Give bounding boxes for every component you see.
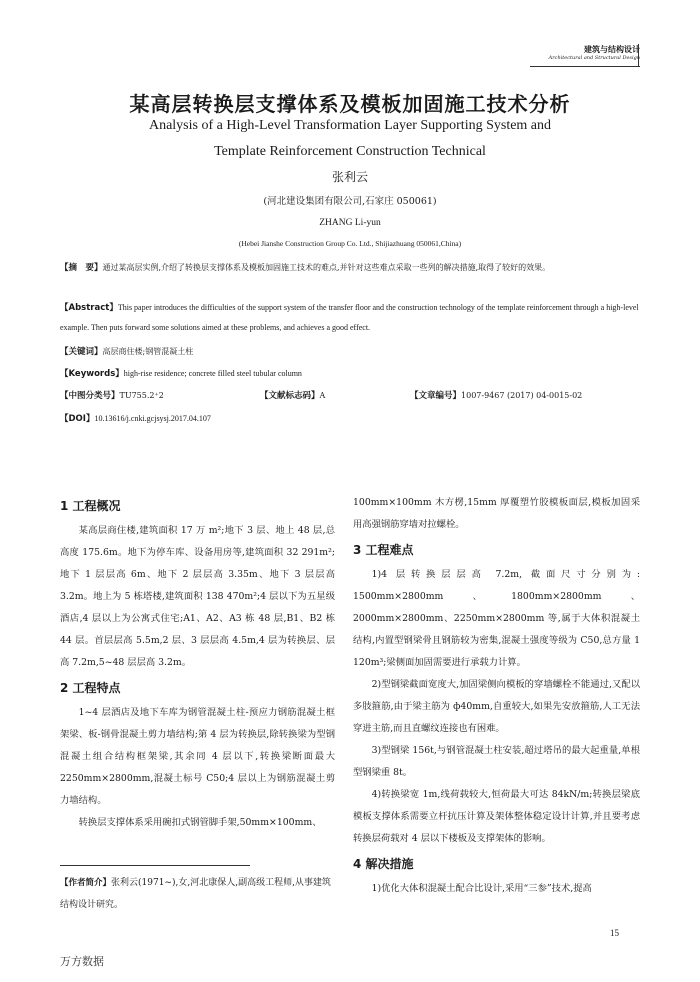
journal-header xyxy=(549,44,640,61)
section-2-heading: 2 工程特点 xyxy=(60,681,121,695)
abstract-cn-text: 通过某高层实例,介绍了转换层支撑体系及模板加固施工技术的难点,并针对这些难点采取一些列的解决措施,取得了较好的效果。 xyxy=(102,263,551,272)
keywords-cn-text: 高层商住楼;钢管混凝土柱 xyxy=(102,347,194,356)
footnote-rule xyxy=(60,865,250,866)
author-cn: 张利云 xyxy=(331,170,368,184)
page-number: 15 xyxy=(610,928,619,938)
section-3-item-3: 3)型钢梁 156t,与钢管混凝土柱安装,超过塔吊的最大起重量,单根型钢梁重 8t。 xyxy=(353,745,640,778)
author-en: ZHANG Li-yun xyxy=(319,218,381,228)
header-tick xyxy=(638,44,639,67)
author-note xyxy=(60,872,335,916)
keywords-cn xyxy=(60,346,640,358)
keywords-en-text: high-rise residence; concrete filled steel tubular column xyxy=(123,369,302,378)
abstract-en-text: This paper introduces the difficulties of the support system of the transfer floor and the construction technology of the template reinforcement through a high-level example. Then puts forward some solutions aimed at these problems, and achieves a good effect. xyxy=(60,303,639,332)
clc-code xyxy=(60,390,164,402)
journal-name-cn: 建筑与结构设计 xyxy=(584,45,640,54)
doi-line xyxy=(60,413,640,425)
keywords-en-label: 【Keywords】 xyxy=(60,369,124,379)
doc-code xyxy=(260,390,325,402)
section-3-item-1: 1)4 层转换层层高 7.2m, 截面尺寸分别为: 1500mm×2800mm、1800mm×2800mm、2000mm×2800mm、2250mm×2800mm 等,属于大体积混凝土结构,内置型钢梁骨且钢筋较为密集,混凝土强度等级为 C50,总方量 1 120m³;梁侧面加固需要进行承载力计算。 xyxy=(353,569,640,668)
section-2-paragraph-2: 转换层支撑体系采用碗扣式钢管脚手架,50mm×100mm、 xyxy=(78,817,322,828)
doi-label: 【DOI】 xyxy=(60,414,95,424)
section-2-paragraph-1: 1~4 层酒店及地下车库为钢管混凝土柱-预应力钢筋混凝土框架梁、板-钢骨混凝土剪力墙结构;第 4 层为转换层,除转换梁为型钢混凝土组合结构框架梁,其余同 4 层以下,转换梁断面最大 2250mm×2800mm,混凝土标号 C50;4 层以上为钢筋混凝土剪力墙结构。 xyxy=(60,707,335,806)
doc-value: A xyxy=(319,391,326,400)
abstract-en-label: 【Abstract】 xyxy=(60,303,118,313)
doc-label: 【文献标志码】 xyxy=(260,391,320,401)
article-number-label: 【文章编号】 xyxy=(410,391,462,401)
right-column xyxy=(353,492,640,900)
section-1-heading: 1 工程概况 xyxy=(60,499,121,513)
article-number xyxy=(410,390,582,402)
section-3-item-2: 2)型钢梁截面宽度大,加固梁侧向模板的穿墙螺栓不能通过,又配以多肢箍筋,由于梁主筋为 ф40mm,自重较大,如果先安放箍筋,人工无法穿进主筋,而且直螺纹连接也有困难。 xyxy=(353,679,640,734)
abstract-en xyxy=(60,298,640,337)
left-column xyxy=(60,492,335,834)
abstract-cn xyxy=(60,258,640,278)
section-4-item-1: 1)优化大体积混凝土配合比设计,采用“三参”技术,提高 xyxy=(371,883,592,894)
header-rule xyxy=(530,66,640,67)
keywords-cn-label: 【关键词】 xyxy=(60,347,103,357)
clc-value: TU755.2⁺2 xyxy=(119,391,164,400)
source-watermark: 万方数据 xyxy=(60,955,104,968)
affiliation-cn: (河北建设集团有限公司,石家庄 050061) xyxy=(263,196,437,207)
section-3-heading: 3 工程难点 xyxy=(353,543,414,557)
article-number-value: 1007-9467 (2017) 04-0015-02 xyxy=(461,391,583,400)
title-cn: 某高层转换层支撑体系及模板加固施工技术分析 xyxy=(129,92,571,116)
keywords-en xyxy=(60,368,640,380)
abstract-cn-label: 【摘 要】 xyxy=(60,263,103,273)
title-en-line1: Analysis of a High-Level Transformation Layer Supporting System and xyxy=(148,118,552,133)
journal-name-en: Architectural and Structural Design xyxy=(548,55,640,61)
doi-value: 10.13616/j.cnki.gcjsysj.2017.04.107 xyxy=(94,414,211,423)
section-2-paragraph-2-continued: 100mm×100mm 木方楞,15mm 厚覆塑竹胶模板面层,模板加固采用高强钢筋穿墙对拉螺栓。 xyxy=(353,497,640,530)
title-en-line2: Template Reinforcement Construction Technical xyxy=(214,144,486,159)
section-3-item-4: 4)转换梁宽 1m,线荷载较大,恒荷最大可达 84kN/m;转换层梁底模板支撑体系需要立杆抗压计算及架体整体稳定设计计算,并且要考虑转换层荷载对 4 层以下楼板及支撑架体的影响。 xyxy=(353,789,640,844)
author-note-label: 【作者简介】 xyxy=(60,878,112,888)
affiliation-en: (Hebei Jianshe Construction Group Co. Ltd., Shijiazhuang 050061,China) xyxy=(238,239,462,248)
section-1-paragraph: 某高层商住楼,建筑面积 17 万 m²;地下 3 层、地上 48 层,总高度 175.6m。地下为停车库、设备用房等,建筑面积 32 291m²;地下 1 层层高 6m、地下 2 层层高 3.35m、地下 3 层层高 3.2m。地上为 5 栋塔楼,建筑面积 138 470m²;4 层以下为五星级酒店,4 层以上为公寓式住宅;A1、A2、A3 栋 48 层,B1、B2 栋 44 层。首层层高 5.5m,2 层、3 层层高 4.5m,4 层为转换层、层高 7.2m,5~48 层层高 3.2m。 xyxy=(60,525,335,668)
author-note-text: 张利云(1971~),女,河北康保人,副高级工程师,从事建筑结构设计研究。 xyxy=(60,878,331,910)
section-4-heading: 4 解决措施 xyxy=(353,857,414,871)
clc-label: 【中图分类号】 xyxy=(60,391,120,401)
